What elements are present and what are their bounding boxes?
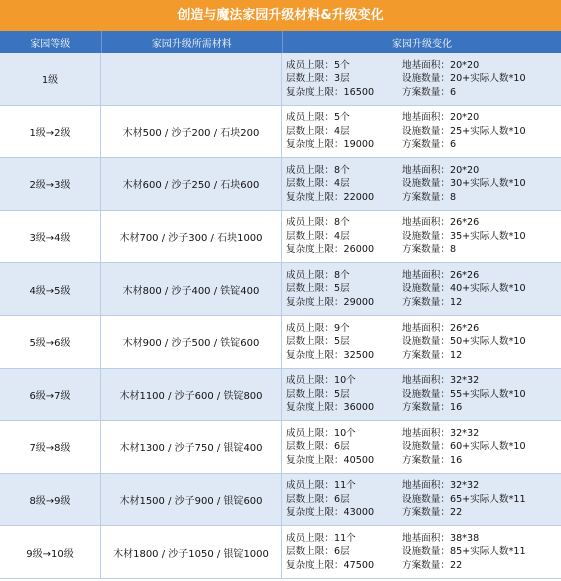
level-cell: 2级→3级 [0, 158, 101, 210]
change-item: 地基面积：20*20 [402, 59, 480, 71]
changes-cell [282, 53, 561, 105]
change-item: 方案数量：6 [402, 139, 457, 151]
change-item: 地基面积：26*26 [402, 269, 480, 281]
change-item: 层数上限：4层 [286, 125, 350, 137]
table-title: 创造与魔法家园升级材料&升级变化 [0, 0, 561, 31]
level-cell: 8级→9级 [0, 474, 101, 526]
changes-cell [282, 474, 561, 526]
header-changes: 家园升级变化 [392, 38, 452, 50]
table-row [0, 106, 561, 159]
change-item: 层数上限：3层 [286, 73, 350, 85]
level-cell: 6级→7级 [0, 369, 101, 421]
level-cell: 4级→5级 [0, 263, 101, 315]
change-item: 地基面积：38*38 [402, 532, 480, 544]
materials-cell: 木材1100 / 沙子600 / 铁锭800 [101, 369, 282, 421]
change-item: 地基面积：26*26 [402, 322, 480, 334]
change-item: 设施数量：85+实际人数*11 [402, 546, 526, 558]
table-row [0, 316, 561, 369]
change-item: 复杂度上限：29000 [286, 296, 375, 308]
materials-cell [101, 53, 282, 105]
change-item: 成员上限：5个 [286, 112, 350, 124]
change-item: 复杂度上限：47500 [286, 559, 375, 571]
change-item: 设施数量：65+实际人数*11 [402, 493, 526, 505]
change-item: 成员上限：9个 [286, 322, 350, 334]
change-item: 复杂度上限：32500 [286, 349, 375, 361]
change-item: 方案数量：12 [402, 296, 463, 308]
change-item: 地基面积：32*32 [402, 427, 480, 439]
change-item: 成员上限：10个 [286, 375, 356, 387]
change-item: 复杂度上限：26000 [286, 244, 375, 256]
change-item: 层数上限：5层 [286, 283, 350, 295]
change-item: 复杂度上限：22000 [286, 191, 375, 203]
changes-cell [282, 263, 561, 315]
materials-cell: 木材900 / 沙子500 / 铁锭600 [101, 316, 282, 368]
change-item: 成员上限：11个 [286, 480, 356, 492]
changes-cell [282, 211, 561, 263]
level-cell: 3级→4级 [0, 211, 101, 263]
change-item: 复杂度上限：36000 [286, 402, 375, 414]
changes-cell [282, 316, 561, 368]
change-item: 地基面积：32*32 [402, 375, 480, 387]
changes-cell [282, 369, 561, 421]
materials-cell: 木材800 / 沙子400 / 铁锭400 [101, 263, 282, 315]
change-item: 成员上限：8个 [286, 164, 350, 176]
change-item: 方案数量：6 [402, 86, 457, 98]
change-item: 方案数量：12 [402, 349, 463, 361]
header-level: 家园等级 [0, 31, 102, 53]
change-item: 成员上限：11个 [286, 532, 356, 544]
change-item: 层数上限：5层 [286, 336, 350, 348]
table-row [0, 526, 561, 579]
level-cell: 9级→10级 [0, 526, 101, 578]
change-item: 方案数量：8 [402, 244, 457, 256]
change-item: 层数上限：4层 [286, 178, 350, 190]
change-item: 方案数量：8 [402, 191, 457, 203]
change-item: 地基面积：32*32 [402, 480, 480, 492]
level-cell: 5级→6级 [0, 316, 101, 368]
change-item: 设施数量：50+实际人数*10 [402, 336, 526, 348]
change-item: 设施数量：25+实际人数*10 [402, 125, 526, 137]
change-item: 成员上限：10个 [286, 427, 356, 439]
level-cell: 7级→8级 [0, 421, 101, 473]
change-item: 复杂度上限：40500 [286, 454, 375, 466]
materials-cell: 木材500 / 沙子200 / 石块200 [101, 106, 282, 158]
changes-cell [282, 158, 561, 210]
table-row [0, 158, 561, 211]
change-item: 复杂度上限：43000 [286, 507, 375, 519]
materials-cell: 木材700 / 沙子300 / 石块1000 [101, 211, 282, 263]
table-body [0, 53, 561, 579]
change-item: 设施数量：60+实际人数*10 [402, 441, 526, 453]
change-item: 地基面积：20*20 [402, 164, 480, 176]
materials-cell: 木材1500 / 沙子900 / 银锭600 [101, 474, 282, 526]
materials-cell: 木材600 / 沙子250 / 石块600 [101, 158, 282, 210]
table-row [0, 211, 561, 264]
materials-cell: 木材1800 / 沙子1050 / 银锭1000 [101, 526, 282, 578]
change-item: 方案数量：16 [402, 402, 463, 414]
changes-cell [282, 526, 561, 578]
change-item: 层数上限：4层 [286, 230, 350, 242]
changes-cell [282, 106, 561, 158]
change-item: 地基面积：20*20 [402, 112, 480, 124]
header-materials: 家园升级所需材料 [102, 31, 283, 53]
change-item: 设施数量：20+实际人数*10 [402, 73, 526, 85]
change-item: 方案数量：16 [402, 454, 463, 466]
changes-cell [282, 421, 561, 473]
change-item: 成员上限：5个 [286, 59, 350, 71]
table-row [0, 369, 561, 422]
table-row [0, 53, 561, 106]
level-cell: 1级 [0, 53, 101, 105]
change-item: 复杂度上限：16500 [286, 86, 375, 98]
change-item: 设施数量：30+实际人数*10 [402, 178, 526, 190]
table-header [0, 31, 561, 53]
change-item: 层数上限：6层 [286, 441, 350, 453]
change-item: 成员上限：8个 [286, 269, 350, 281]
table-row [0, 474, 561, 527]
change-item: 层数上限：6层 [286, 546, 350, 558]
table-row [0, 421, 561, 474]
change-item: 方案数量：22 [402, 507, 463, 519]
change-item: 设施数量：55+实际人数*10 [402, 388, 526, 400]
table-row [0, 263, 561, 316]
change-item: 层数上限：6层 [286, 493, 350, 505]
change-item: 层数上限：5层 [286, 388, 350, 400]
change-item: 地基面积：26*26 [402, 217, 480, 229]
level-cell: 1级→2级 [0, 106, 101, 158]
materials-cell: 木材1300 / 沙子750 / 银锭400 [101, 421, 282, 473]
change-item: 复杂度上限：19000 [286, 139, 375, 151]
change-item: 成员上限：8个 [286, 217, 350, 229]
change-item: 设施数量：40+实际人数*10 [402, 283, 526, 295]
change-item: 方案数量：22 [402, 559, 463, 571]
change-item: 设施数量：35+实际人数*10 [402, 230, 526, 242]
